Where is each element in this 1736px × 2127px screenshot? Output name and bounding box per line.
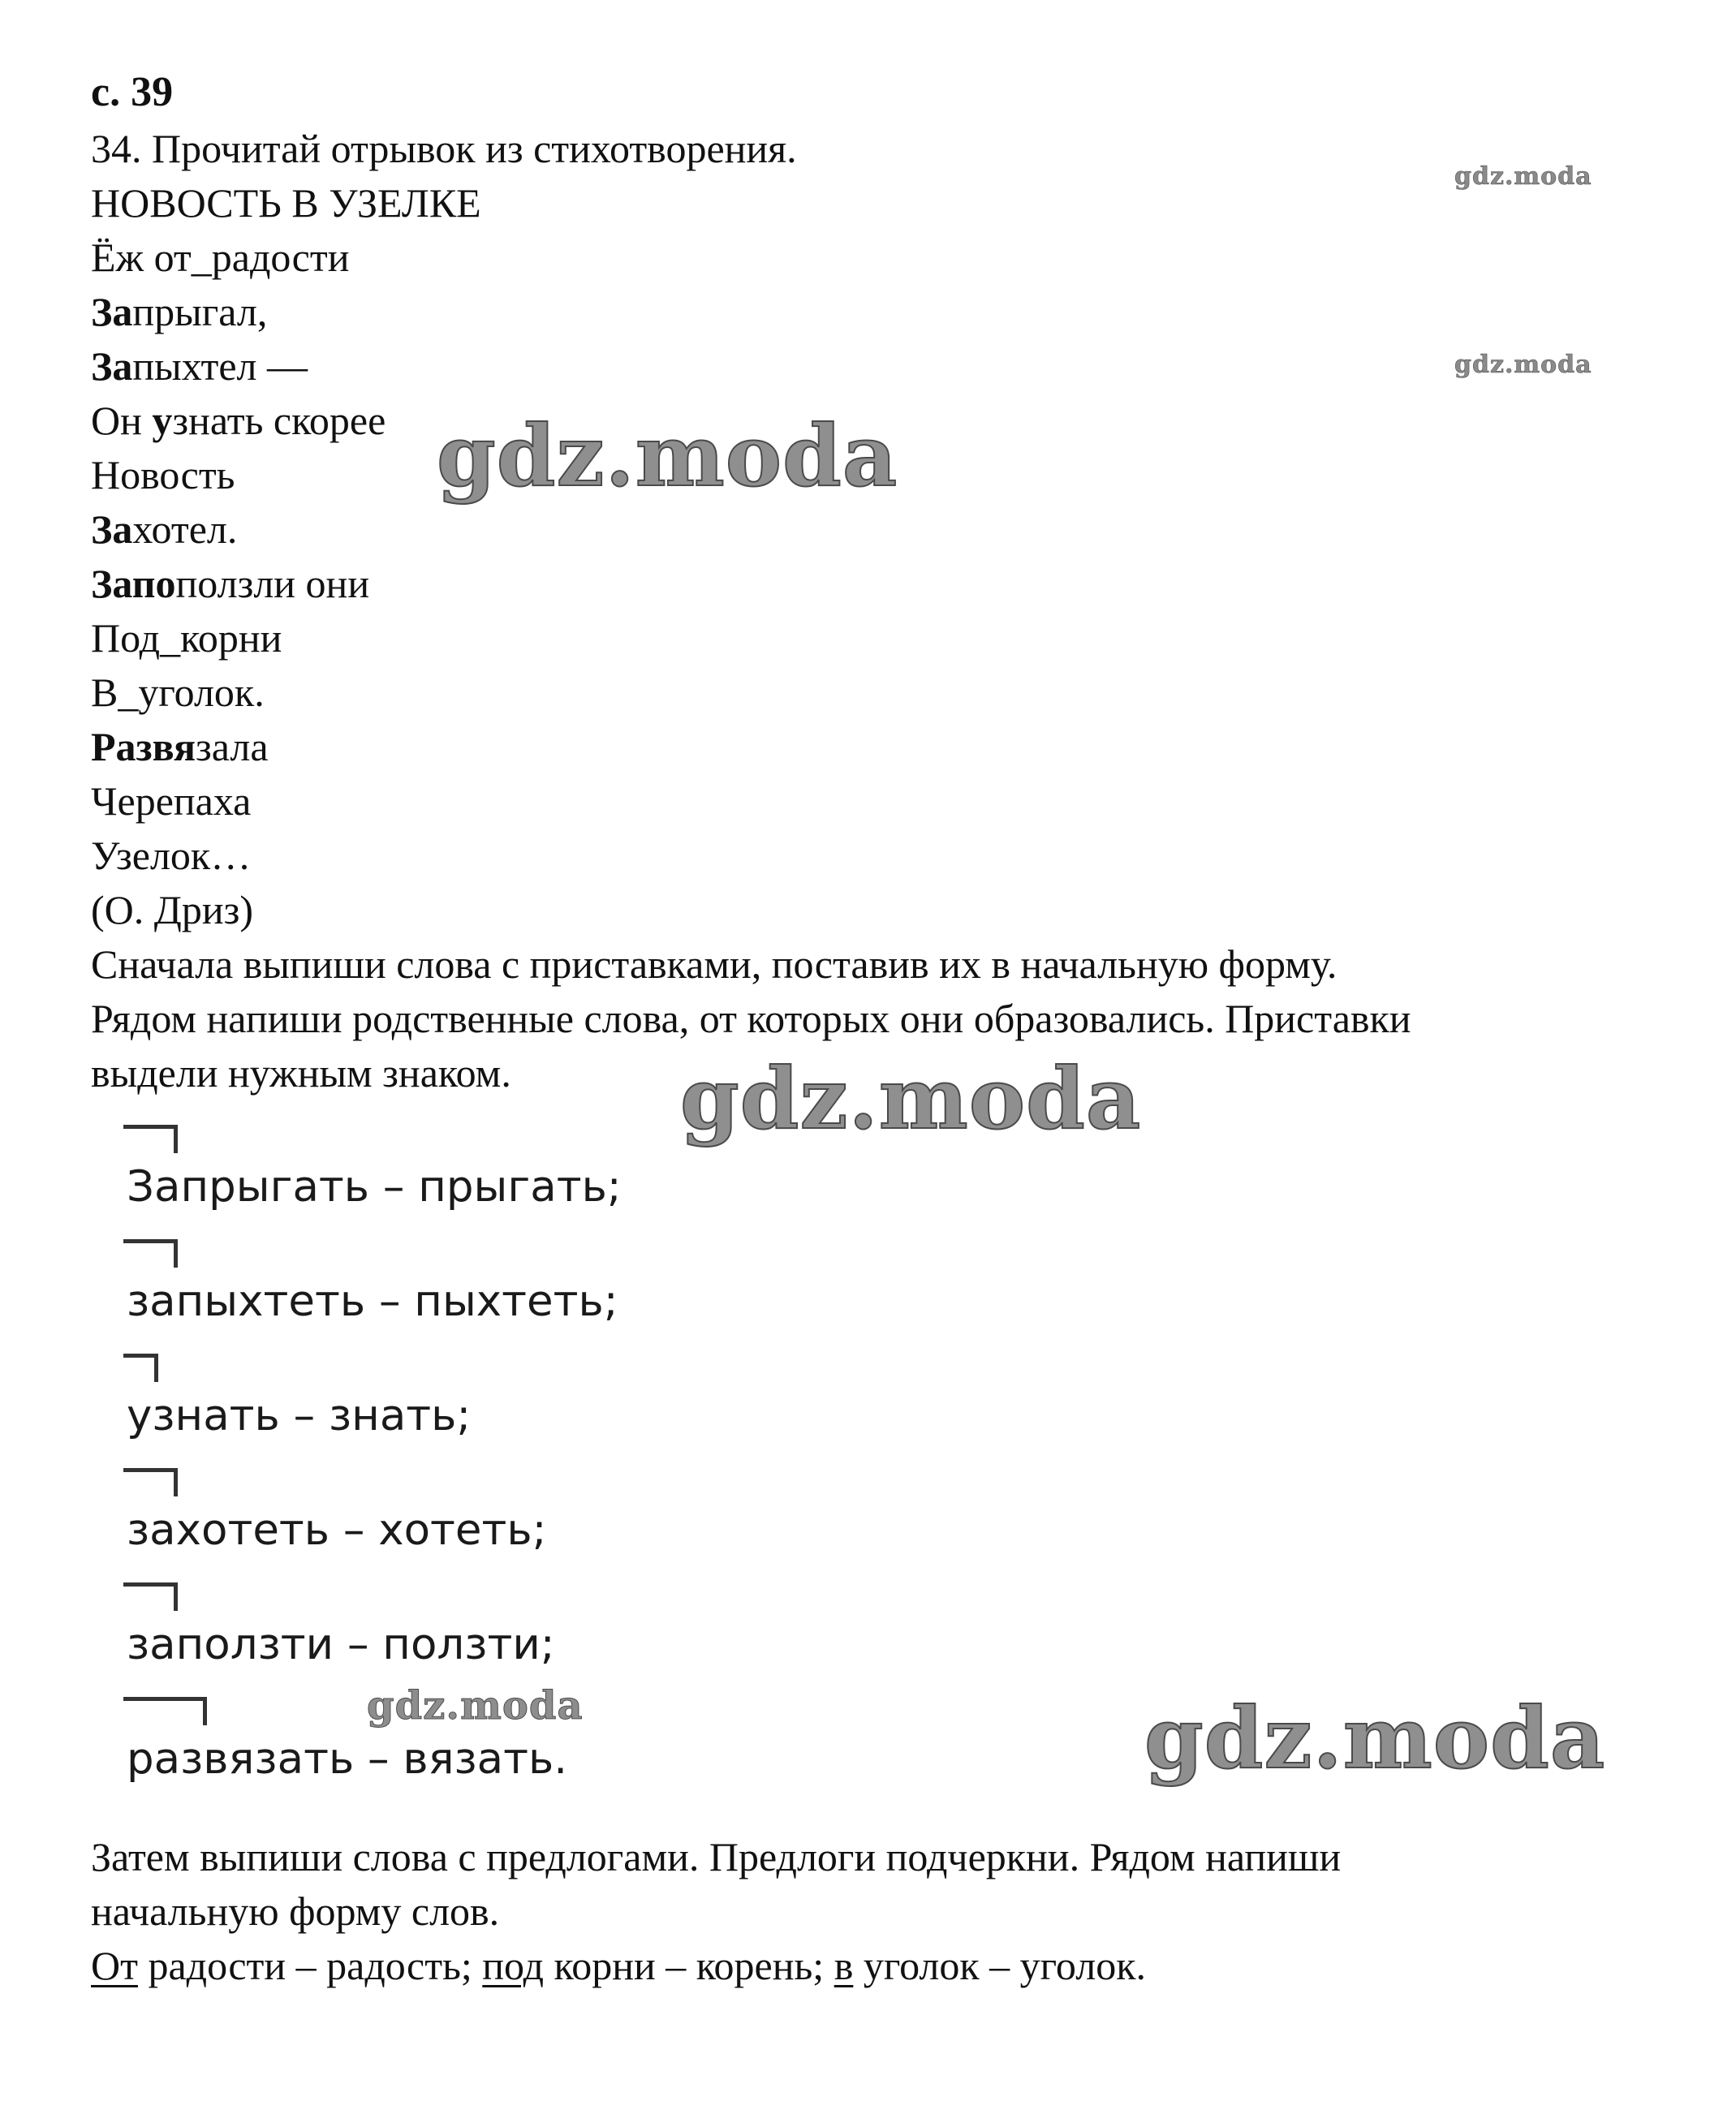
poem-line: Он узнать скорее: [91, 398, 386, 443]
prefix-mark: [123, 1239, 178, 1268]
preposition: под: [482, 1943, 545, 1988]
instruction-line: начальную форму слов.: [91, 1888, 500, 1934]
prefix-mark: [123, 1582, 178, 1611]
poem-line: Захотел.: [91, 506, 238, 552]
poem-line: Черепаха: [91, 778, 252, 824]
poem-line: Развязала: [91, 724, 269, 769]
watermark: gdz.moda: [367, 1683, 584, 1729]
watermark: gdz.moda: [437, 406, 898, 506]
page-number: с. 39: [91, 69, 174, 115]
answer-word: захотеть – хотеть;: [127, 1505, 547, 1555]
second-answer: От радости – радость; под корни – корень; в уголок – уголок.: [91, 1943, 1147, 1988]
poem-line: Узелок…: [91, 833, 252, 878]
poem-line: Запрыгал,: [91, 289, 268, 334]
poem-line: Под_корни: [91, 615, 282, 661]
prefix-mark: [123, 1354, 158, 1382]
poem-line: Запоползли они: [91, 561, 370, 606]
watermark: gdz.moda: [1454, 162, 1592, 191]
poem-line: Новость: [91, 452, 235, 497]
task-intro: 34. Прочитай отрывок из стихотворения.: [91, 126, 797, 171]
prefix-mark: [123, 1468, 178, 1496]
answer-word: запыхтеть – пыхтеть;: [127, 1277, 618, 1326]
watermark: gdz.moda: [1454, 351, 1592, 379]
poem-author: (О. Дриз): [91, 887, 254, 932]
preposition: в: [834, 1943, 854, 1988]
instruction-line: Рядом напиши родственные слова, от которых они образовались. Приставки: [91, 996, 1411, 1041]
answer-word: узнать – знать;: [127, 1391, 472, 1440]
answer-word: Запрыгать – прыгать;: [127, 1162, 622, 1212]
answer-word: заползти – ползти;: [127, 1620, 555, 1669]
answer-word: развязать – вязать.: [127, 1734, 568, 1784]
poem-line: В_уголок.: [91, 670, 265, 715]
instruction-line: Затем выпиши слова с предлогами. Предлоги подчеркни. Рядом напиши: [91, 1834, 1342, 1879]
instruction-line: выдели нужным знаком.: [91, 1050, 511, 1096]
poem-line: Ёж от_радости: [91, 235, 350, 280]
poem-line: Запыхтел —: [91, 343, 308, 389]
instruction-line: Сначала выпиши слова с приставками, поставив их в начальную форму.: [91, 941, 1338, 987]
preposition: От: [91, 1943, 138, 1988]
prefix-mark: [123, 1697, 207, 1725]
watermark: gdz.moda: [680, 1048, 1142, 1148]
poem-title: НОВОСТЬ В УЗЕЛКЕ: [91, 180, 481, 226]
second-task: [91, 1830, 1341, 1993]
task-block: [91, 122, 1411, 1100]
watermark: gdz.moda: [1144, 1688, 1606, 1788]
prefix-mark: [123, 1125, 178, 1153]
